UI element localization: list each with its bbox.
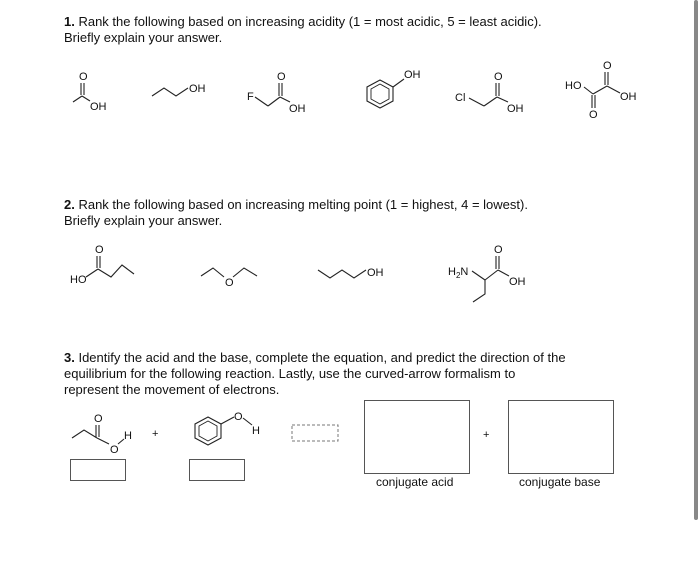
q1-s3-f-label: F: [247, 91, 254, 103]
conjugate-base-box[interactable]: [508, 400, 614, 474]
q3-plus-1: +: [152, 428, 159, 440]
scrollbar[interactable]: [694, 0, 698, 520]
q3-plus-2: +: [483, 429, 490, 441]
q1-s1-oh-label: OH: [90, 101, 107, 113]
conjugate-acid-caption: conjugate acid: [376, 475, 454, 489]
q2-s1-ho-label: HO: [70, 274, 87, 286]
q1-s2-oh-label: OH: [189, 83, 206, 95]
q2-number: 2.: [64, 197, 75, 212]
acid-base-label-box-1[interactable]: [70, 459, 126, 481]
propanoic-acid-structure: [72, 413, 158, 456]
q3-phenol-structure: [195, 411, 260, 445]
q1-line2: Briefly explain your answer.: [64, 30, 223, 45]
q1-s4-oh-label: OH: [404, 69, 421, 81]
q1-s5-o-label: O: [494, 71, 503, 83]
conjugate-acid-box[interactable]: [364, 400, 470, 474]
q1-s1-o-label: O: [79, 71, 88, 83]
q2-s4-oh-label: OH: [509, 276, 526, 288]
q3-s2-h-label: H: [252, 425, 260, 437]
q2-line2: Briefly explain your answer.: [64, 213, 223, 228]
q1-s3-oh-label: OH: [289, 103, 306, 115]
q1-s5-cl-label: Cl: [455, 92, 466, 104]
q2-s2-o-label: O: [225, 277, 234, 289]
equilibrium-arrow-placeholder: [292, 425, 338, 441]
q2-s4-h2n-label: $H_2N$: [448, 266, 469, 280]
q2-text: Rank the following based on increasing melting point (1 = highest, 4 = lowest).: [74, 197, 528, 212]
q3-s1-o-label: O: [110, 444, 119, 456]
q3-s1-h-label: H: [124, 430, 132, 442]
q3-text: Identify the acid and the base, complete the equation, and predict the direction of the: [74, 350, 566, 365]
q3-line3: represent the movement of electrons.: [64, 382, 280, 397]
q2-s4-o-label: O: [494, 244, 503, 256]
q2-s1-o-label: O: [95, 244, 104, 256]
q3-s1-o-top-label: O: [94, 413, 103, 425]
q1-s6-o-bottom-label: O: [589, 109, 598, 121]
q1-number: 1.: [64, 14, 75, 29]
q3-number: 3.: [64, 350, 75, 365]
q1-s6-ho-label: HO: [565, 80, 582, 92]
q1-s6-o-top-label: O: [603, 60, 612, 72]
q1-text: Rank the following based on increasing acidity (1 = most acidic, 5 = least acidic).: [74, 14, 542, 29]
conjugate-base-caption: conjugate base: [519, 475, 601, 489]
q1-s5-oh-label: OH: [507, 103, 524, 115]
q1-s6-oh-label: OH: [620, 91, 637, 103]
acid-base-label-box-2[interactable]: [189, 459, 245, 481]
q3-line2: equilibrium for the following reaction. Lastly, use the curved-arrow formalism to: [64, 366, 516, 381]
q2-s3-oh-label: OH: [367, 267, 384, 279]
q1-s3-o-label: O: [277, 71, 286, 83]
q3-s2-o-label: O: [234, 411, 243, 423]
